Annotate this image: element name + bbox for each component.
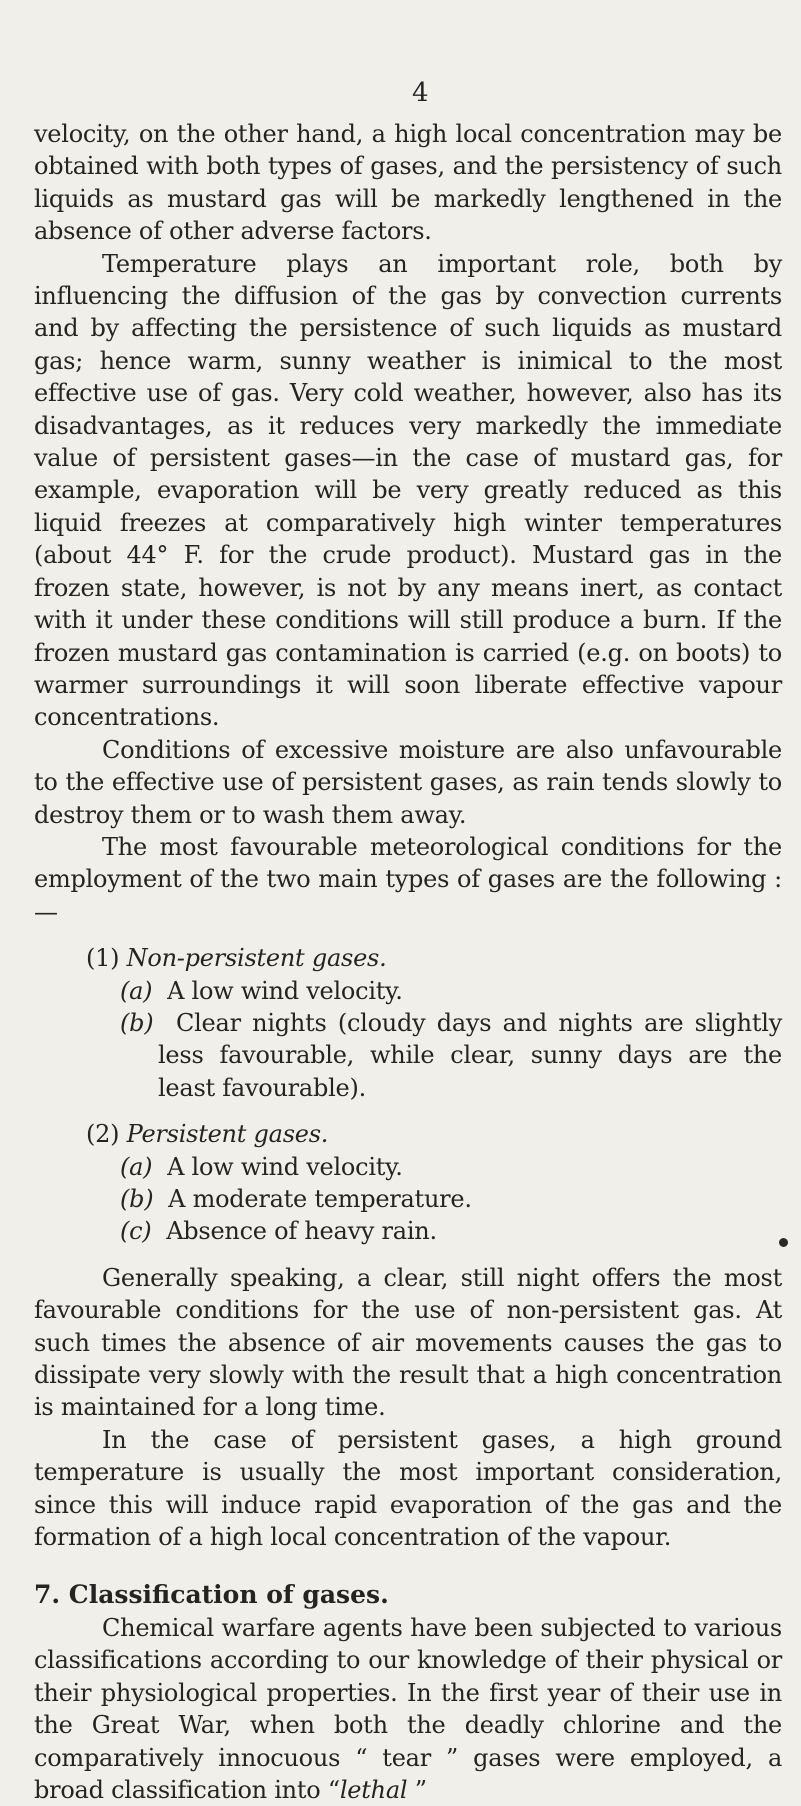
list-title: Persistent gases.	[126, 1120, 329, 1149]
list-non-persistent	[34, 942, 782, 1104]
paragraph-favourable-conditions: The most favourable meteorological conditions for the employment of the two main types of gases are the following :—	[34, 832, 782, 926]
body-text	[34, 118, 782, 1806]
list-number: (1)	[86, 944, 120, 973]
item-label: (b)	[120, 1185, 154, 1213]
item-label: (c)	[120, 1217, 152, 1246]
list-persistent	[34, 1118, 782, 1248]
item-text: Absence of heavy rain.	[166, 1217, 437, 1246]
list-number: (2)	[86, 1120, 120, 1149]
item-label: (b)	[120, 1008, 154, 1037]
paragraph-velocity: velocity, on the other hand, a high local concentration may be obtained with both types of gases, and the persistency of such liquids as mustard gas will be markedly lengthened in the absence of other adverse factors.	[34, 120, 782, 246]
item-text: Clear nights (cloudy days and nights are slightly less favourable, while clear, sunny days are the least favourable).	[158, 1008, 783, 1102]
page-number: 4	[412, 78, 429, 108]
item-label: (a)	[120, 1152, 153, 1181]
section-heading: 7. Classification of gases.	[34, 1580, 389, 1610]
list-item	[34, 1151, 782, 1183]
classification-text: Chemical warfare agents have been subjected to various classifications according to our knowledge of their physical or their physiological properties. In the first year of their use in the Great War, when both the deadly chlorine and the comparatively innocuous “ tear ” gases were employed, a broad classification into “	[34, 1613, 782, 1804]
item-label: (a)	[120, 976, 153, 1005]
paragraph-classification	[34, 1612, 782, 1806]
document-page	[34, 0, 783, 1804]
paragraph-temperature: Temperature plays an important role, both by influencing the diffusion of the gas by convection currents and by affecting the persistence of such liquids as mustard gas; hence warm, sunny weather is inimical to the most effective use of gas. Very cold weather, however, also has its disadvantages, as it reduces very markedly the immediate value of persistent gases—in the case of mustard gas, for example, evaporation will be very greatly reduced as this liquid freezes at comparatively high winter temperatures (about 44° F. for the crude product). Mustard gas in the frozen state, however, is not by any means inert, as contact with it under these conditions will still produce a burn. If the frozen mustard gas contamination is carried (e.g. on boots) to warmer surroundings it will soon liberate effective vapour concentrations.	[34, 249, 782, 732]
list-item	[34, 1183, 782, 1215]
classification-quote: ”	[407, 1775, 427, 1804]
ink-speck	[779, 1238, 788, 1247]
list-heading-persistent	[34, 1118, 782, 1150]
item-text: A moderate temperature.	[168, 1185, 472, 1213]
paragraph-generally-speaking: Generally speaking, a clear, still night offers the most favourable conditions for the use of non-persistent gas. At such times the absence of air movements causes the gas to dissipate very slowly with the result that a high concentration is maintained for a long time.	[34, 1263, 782, 1422]
classification-italic: lethal	[339, 1775, 408, 1804]
list-item	[34, 1007, 782, 1104]
item-text: A low wind velocity.	[167, 976, 403, 1005]
paragraph-moisture: Conditions of excessive moisture are also unfavourable to the effective use of persistent gases, as rain tends slowly to destroy them or to wash them away.	[34, 735, 782, 829]
list-item	[34, 975, 782, 1007]
list-heading-non-persistent	[34, 942, 782, 974]
item-text: A low wind velocity.	[167, 1152, 403, 1181]
list-title: Non-persistent gases.	[126, 944, 387, 973]
list-item	[34, 1215, 782, 1247]
paragraph-persistent-gases: In the case of persistent gases, a high ground temperature is usually the most important consideration, since this will induce rapid evaporation of the gas and the formation of a high local concentration of the vapour.	[34, 1425, 782, 1552]
